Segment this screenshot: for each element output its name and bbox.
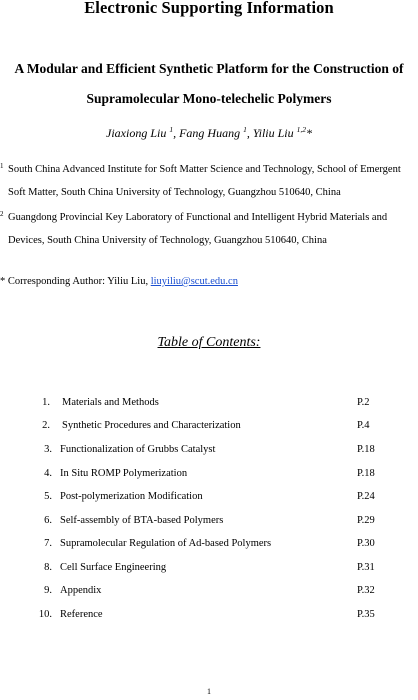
email-link[interactable]: liuyiliu@scut.edu.cn (150, 276, 238, 287)
toc-item-page: P.30 (357, 538, 375, 549)
toc-item[interactable] (0, 515, 418, 531)
toc-item-page: P.24 (357, 491, 375, 502)
toc-item-number: 4. (44, 468, 52, 479)
toc-item[interactable] (0, 538, 418, 554)
corresponding-author (0, 276, 238, 287)
toc-item-number: 7. (44, 538, 52, 549)
author-name: Jiaxiong Liu (106, 126, 167, 140)
toc-item-page: P.18 (357, 444, 375, 455)
toc-item-title: Cell Surface Engineering (60, 562, 167, 573)
toc-item-page: P.35 (357, 609, 375, 620)
paper-title-line-2: Supramolecular Mono-telechelic Polymers (86, 91, 332, 106)
toc-item-title: Post-polymerization Modification (60, 491, 203, 502)
toc-item[interactable] (0, 397, 418, 413)
toc-item[interactable] (0, 468, 418, 484)
toc-item-page: P.18 (357, 468, 375, 479)
toc-item-title: Functionalization of Grubbs Catalyst (60, 444, 216, 455)
affiliation-2 (0, 210, 418, 249)
document-title: Electronic Supporting Information (84, 0, 334, 17)
toc-item[interactable] (0, 609, 418, 625)
toc-item[interactable] (0, 585, 418, 601)
corresponding-author-label: * Corresponding Author: Yiliu Liu, (0, 276, 151, 287)
toc-item-number: 8. (44, 562, 52, 573)
toc-item-page: P.4 (357, 420, 370, 431)
affiliation-line: Devices, South China University of Technology, Guangzhou 510640, China (8, 235, 327, 246)
affiliation-line: Soft Matter, South China University of Technology, Guangzhou 510640, China (8, 187, 341, 198)
toc-item-title: Reference (60, 609, 103, 620)
toc-item-number: 5. (44, 491, 52, 502)
affiliation-line: Guangdong Provincial Key Laboratory of Functional and Intelligent Hybrid Materials and (8, 212, 388, 223)
affiliation-number: 1 (0, 162, 4, 170)
toc-item-number: 10. (38, 609, 52, 620)
toc-item[interactable] (0, 444, 418, 460)
toc-item-title: In Situ ROMP Polymerization (60, 468, 188, 479)
toc-item-title: Materials and Methods (62, 397, 159, 408)
author-list (0, 125, 418, 141)
toc-item-title: Appendix (60, 585, 102, 596)
author-name: Yiliu Liu (252, 126, 294, 140)
toc-item-number: 9. (44, 585, 52, 596)
page-number: 1 (207, 687, 211, 696)
author-affiliation-mark: 1,2 (296, 125, 306, 134)
affiliation-number: 2 (0, 210, 4, 218)
toc-heading: Table of Contents: (157, 335, 261, 350)
paper-title-line-1: A Modular and Efficient Synthetic Platform for the Construction of (14, 61, 404, 76)
author-name: Fang Huang (179, 126, 241, 140)
toc-item-page: P.29 (357, 515, 375, 526)
author-separator: , (246, 126, 253, 140)
toc-item[interactable] (0, 420, 418, 436)
toc-item-number: 2. (42, 420, 50, 431)
toc-item-number: 3. (44, 444, 52, 455)
affiliation-1 (0, 162, 418, 201)
author-separator: , (173, 126, 180, 140)
toc-item-page: P.31 (357, 562, 375, 573)
toc-item[interactable] (0, 562, 418, 578)
corresponding-author-mark: * (306, 126, 312, 140)
author-affiliation-mark: 1 (243, 125, 247, 134)
toc-item-title: Synthetic Procedures and Characterization (62, 420, 241, 431)
toc-item-number: 6. (44, 515, 52, 526)
affiliation-line: South China Advanced Institute for Soft Matter Science and Technology, School of Emergent (8, 164, 401, 175)
toc-item-page: P.2 (357, 397, 370, 408)
toc-item[interactable] (0, 491, 418, 507)
toc-item-title: Self-assembly of BTA-based Polymers (60, 515, 224, 526)
toc-item-title: Supramolecular Regulation of Ad-based Polymers (60, 538, 272, 549)
toc-item-page: P.32 (357, 585, 375, 596)
author-affiliation-mark: 1 (169, 125, 174, 134)
toc-item-number: 1. (42, 397, 50, 408)
